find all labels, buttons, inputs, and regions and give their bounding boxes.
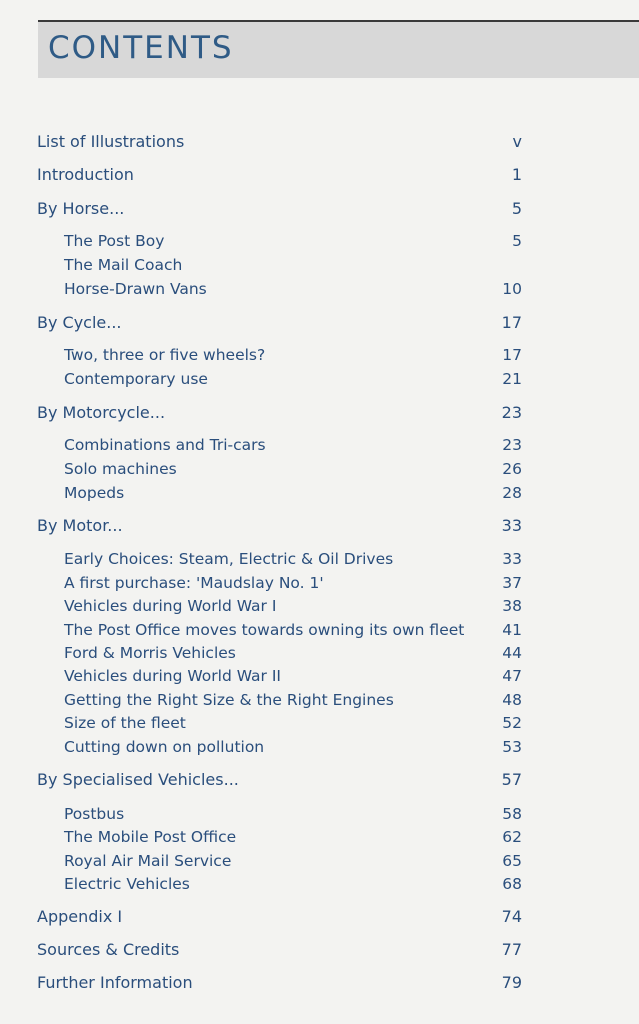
toc-page-number: 58 <box>502 805 522 823</box>
toc-page-number: 44 <box>502 644 522 662</box>
page-title: CONTENTS <box>48 30 234 66</box>
toc-section-row <box>0 312 639 334</box>
toc-page-number: 17 <box>502 346 522 364</box>
toc-page-number: 23 <box>502 436 522 454</box>
toc-page-number: 37 <box>502 574 522 592</box>
toc-entry-title: Solo machines <box>64 460 177 478</box>
toc-section-row <box>0 972 639 994</box>
toc-entry-title: Royal Air Mail Service <box>64 852 232 870</box>
toc-entry-row <box>0 458 639 480</box>
toc-page-number: 53 <box>502 738 522 756</box>
toc-page-number: 10 <box>502 280 522 298</box>
toc-entry-row <box>0 665 639 687</box>
toc-page-number: 65 <box>502 852 522 870</box>
toc-entry-row <box>0 572 639 594</box>
toc-page-number: 28 <box>502 484 522 502</box>
toc-page-number: 5 <box>511 199 522 218</box>
toc-page-number: 74 <box>501 907 522 926</box>
toc-section-row <box>0 402 639 424</box>
toc-entry-row <box>0 619 639 641</box>
toc-page-number: 79 <box>501 973 522 992</box>
toc-section-row <box>0 164 639 186</box>
toc-entry-title: Postbus <box>64 805 125 823</box>
toc-entry-title: A first purchase: 'Maudslay No. 1' <box>64 574 324 592</box>
toc-page-number: 77 <box>501 940 522 959</box>
toc-section-row <box>0 769 639 791</box>
toc-entry-row <box>0 254 639 276</box>
toc-entry-title: Early Choices: Steam, Electric & Oil Drives <box>64 550 394 568</box>
toc-entry-title: By Horse... <box>37 199 125 218</box>
toc-entry-row <box>0 642 639 664</box>
toc-page-number: 33 <box>502 550 522 568</box>
toc-entry-title: The Post Office moves towards owning its own fleet <box>64 621 465 639</box>
toc-entry-row <box>0 482 639 504</box>
toc-page-number: 23 <box>501 403 522 422</box>
toc-entry-title: Sources & Credits <box>37 940 180 959</box>
toc-entry-title: Cutting down on pollution <box>64 738 265 756</box>
toc-entry-title: Mopeds <box>64 484 125 502</box>
toc-page-number: 62 <box>502 828 522 846</box>
toc-entry-title: List of Illustrations <box>37 132 185 151</box>
toc-page-number: 52 <box>502 714 522 732</box>
toc-entry-title: Size of the fleet <box>64 714 186 732</box>
toc-page-number: v <box>512 132 522 151</box>
toc-page-number: 68 <box>502 875 522 893</box>
toc-entry-title: Contemporary use <box>64 370 208 388</box>
toc-section-row <box>0 198 639 220</box>
toc-entry-row <box>0 803 639 825</box>
toc-entry-title: Horse-Drawn Vans <box>64 280 207 298</box>
toc-entry-row <box>0 434 639 456</box>
toc-entry-row <box>0 230 639 252</box>
toc-entry-title: The Mail Coach <box>64 256 183 274</box>
toc-entry-row <box>0 873 639 895</box>
toc-entry-title: Further Information <box>37 973 193 992</box>
toc-section-row <box>0 131 639 153</box>
toc-entry-title: Introduction <box>37 165 134 184</box>
toc-entry-row <box>0 278 639 300</box>
toc-entry-title: Two, three or five wheels? <box>64 346 266 364</box>
toc-section-row <box>0 515 639 537</box>
toc-page-number: 57 <box>501 770 522 789</box>
toc-entry-row <box>0 689 639 711</box>
toc-entry-title: Vehicles during World War II <box>64 667 281 685</box>
toc-entry-row <box>0 850 639 872</box>
toc-section-row <box>0 939 639 961</box>
toc-entry-title: Ford & Morris Vehicles <box>64 644 236 662</box>
toc-entry-row <box>0 368 639 390</box>
toc-page-number: 48 <box>502 691 522 709</box>
toc-entry-title: Getting the Right Size & the Right Engines <box>64 691 394 709</box>
toc-entry-title: The Mobile Post Office <box>64 828 237 846</box>
toc-page-number: 41 <box>502 621 522 639</box>
toc-entry-row <box>0 736 639 758</box>
toc-page-number: 47 <box>502 667 522 685</box>
toc-entry-row <box>0 712 639 734</box>
toc-page-number: 21 <box>502 370 522 388</box>
toc-entry-title: Appendix I <box>37 907 123 926</box>
toc-page-number: 1 <box>511 165 522 184</box>
toc-entry-title: By Cycle... <box>37 313 122 332</box>
toc-entry-title: By Specialised Vehicles... <box>37 770 239 789</box>
toc-entry-row <box>0 826 639 848</box>
toc-entry-row <box>0 344 639 366</box>
toc-entry-title: Vehicles during World War I <box>64 597 277 615</box>
toc-section-row <box>0 906 639 928</box>
toc-page-number: 38 <box>502 597 522 615</box>
toc-entry-title: Combinations and Tri-cars <box>64 436 266 454</box>
toc-entry-title: Electric Vehicles <box>64 875 190 893</box>
toc-page-number: 17 <box>501 313 522 332</box>
toc-entry-title: The Post Boy <box>64 232 165 250</box>
toc-entry-row <box>0 548 639 570</box>
toc-page-number: 5 <box>512 232 522 250</box>
toc-page-number: 33 <box>501 516 522 535</box>
toc-entry-title: By Motor... <box>37 516 123 535</box>
toc-entry-title: By Motorcycle... <box>37 403 166 422</box>
toc-page-number: 26 <box>502 460 522 478</box>
toc-entry-row <box>0 595 639 617</box>
